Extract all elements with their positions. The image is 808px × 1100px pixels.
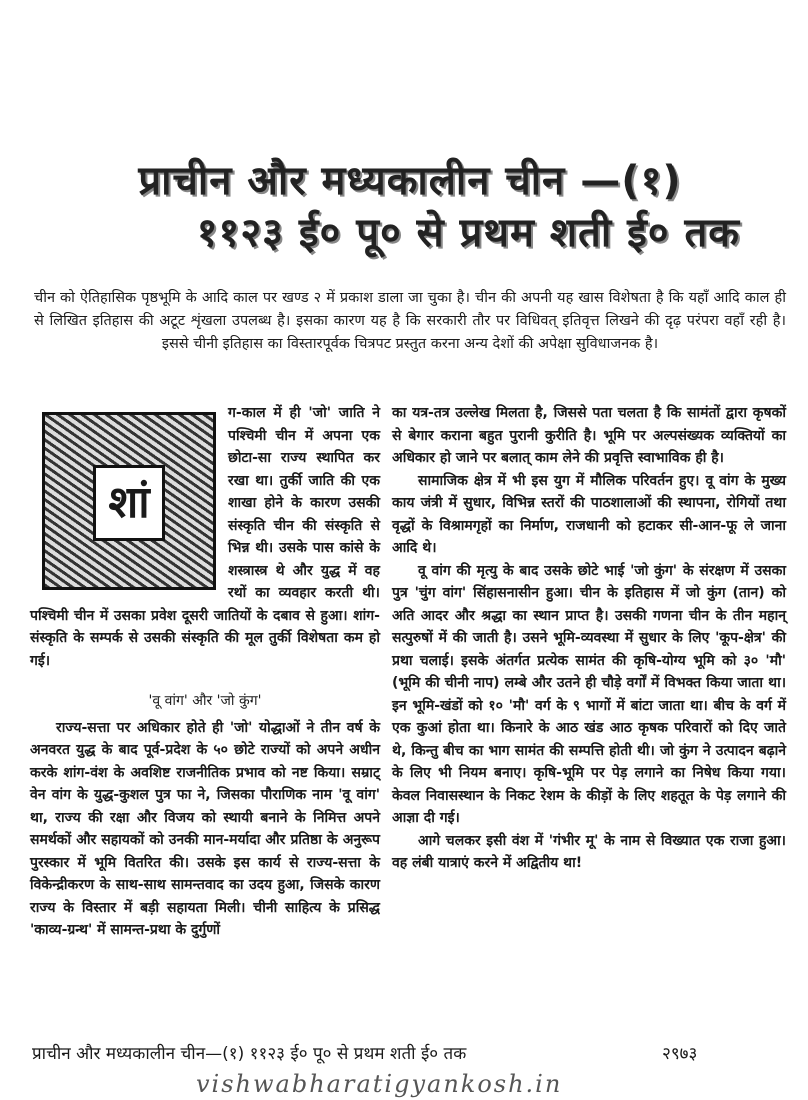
paragraph: राज्य-सत्ता पर अधिकार होते ही 'जो' योद्धाओं ने तीन वर्ष के अनवरत युद्ध के बाद पूर्व-प्रदेश के ५० छोटे राज्यों को अपने अधीन करके शांग-वंश के अवशिष्ट राजनीतिक प्रभाव को नष्ट किया। सम्राट् वेन वांग के युद्ध-कुशल पुत्र फा ने, जिसका पौराणिक नाम 'वू वांग' था, राज्य की रक्षा और विजय को स्थायी बनाने के निमित्त अपने समर्थकों और सहायकों को उनकी मान-मर्यादा और प्रतिष्ठा के अनुरूप पुरस्कार में भूमि वितरित की। उसके इस कार्य से राज्य-सत्ता के विकेन्द्रीकरण के साथ-साथ सामन्तवाद का उदय हुआ, जिसके कारण राज्य के विस्तार में बड़ी सहायता मिली। चीनी साहित्य के प्रसिद्ध 'काव्य-ग्रन्थ' में सामन्त-प्रथा के दुर्गुणों	[30, 719, 380, 938]
watermark: vishwabharatigyankosh.in	[196, 1070, 563, 1098]
running-footer: प्राचीन और मध्यकालीन चीन—(१) ११२३ ई० पू० से प्रथम शती ई० तक	[32, 1044, 467, 1064]
intro-paragraph: चीन को ऐतिहासिक पृष्ठभूमि के आदि काल पर खण्ड २ में प्रकाश डाला जा चुका है। चीन की अपनी यह खास विशेषता है कि यहाँ आदि काल ही से लिखित इतिहास की अटूट शृंखला उपलब्ध है। इसका कारण यह है कि सरकारी तौर पर विधिवत् इतिवृत्त लिखने की दृढ़ परंपरा वहाँ रही है। इससे चीनी इतिहास का विस्तारपूर्वक चित्रपट प्रस्तुत करना अन्य देशों की अपेक्षा सुविधाजनक है।	[34, 290, 786, 352]
paragraph: आगे चलकर इसी वंश में 'गंभीर मू' के नाम से विख्यात एक राजा हुआ। वह लंबी यात्राएं करने में अद्वितीय था!	[392, 832, 786, 871]
section-heading: 'वू वांग' और 'जो कुंग'	[148, 693, 262, 709]
paragraph: का यत्र-तत्र उल्लेख मिलता है, जिससे पता चलता है कि सामंतों द्वारा कृषकों से बेगार कराना बहुत पुरानी कुरीति है। भूमि पर अल्पसंख्यक व्यक्तियों का अधिकार हो जाने पर बलात् काम लेने की प्रवृत्ति स्वाभाविक ही है।	[392, 405, 786, 466]
chapter-subtitle: ११२३ ई० पू० से प्रथम शती ई० तक	[196, 210, 740, 256]
page-number: २९७३	[662, 1044, 698, 1064]
paragraph: सामाजिक क्षेत्र में भी इस युग में मौलिक परिवर्तन हुए। वू वांग के मुख्य काय जंत्री में सुधार, विभिन्न स्तरों की पाठशालाओं की स्थापना, रोगियों तथा वृद्धों के विश्रामगृहों का निर्माण, राजधानी को हटाकर सी-आन-फू ले जाना आदि थे।	[392, 472, 786, 556]
dropcap-illustration	[42, 412, 216, 590]
left-column	[30, 402, 380, 942]
dropcap-letter: शां	[93, 465, 165, 541]
paragraph: ग-काल में ही 'जो' जाति ने पश्चिमी चीन में अपना एक छोटा-सा राज्य स्थापित कर रखा था। तुर्की जाति की एक शाखा होने के कारण उसकी संस्कृति चीन की संस्कृति से भिन्न थी। उसके पास कांसे के शस्त्रास्त्र थे और युद्ध में वह रथों का व्यवहार करती थी। पश्चिमी चीन में उसका प्रवेश दूसरी जातियों के दबाव से हुआ। शांग-संस्कृति के सम्पर्क से उसकी संस्कृति की मूल तुर्की विशेषता कम हो गई।	[30, 405, 380, 669]
chapter-title: प्राचीन और मध्यकालीन चीन —(१)	[138, 158, 682, 204]
paragraph: वू वांग की मृत्यु के बाद उसके छोटे भाई 'जो कुंग' के संरक्षण में उसका पुत्र 'चुंग वांग' सिंहासनासीन हुआ। चीन के इतिहास में जो कुंग (तान) को अति आदर और श्रद्धा का स्थान प्राप्त है। उसकी गणना चीन के तीन महान् सत्पुरुषों में की जाती है। उसने भूमि-व्यवस्था में सुधार के लिए 'कूप-क्षेत्र' की प्रथा चलाई। इसके अंतर्गत प्रत्येक सामंत की कृषि-योग्य भूमि को ३० 'मौ' (भूमि की चीनी नाप) लम्बे और उतने ही चौड़े वर्गों में विभक्त किया जाता था। इन भूमि-खंडों को १० 'मौ' वर्ग के ९ भागों में बांटा जाता था। बीच के वर्ग में एक कुआं होता था। किनारे के आठ खंड आठ कृषक परिवारों को दिए जाते थे, किन्तु बीच का भाग सामंत की सम्पत्ति होती थी। जो कुंग ने उत्पादन बढ़ाने के लिए भी नियम बनाए। कृषि-भूमि पर पेड़ लगाने का निषेध किया गया। केवल निवासस्थान के निकट रेशम के कीड़ों के लिए शहतूत के पेड़ लगाने की आज्ञा दी गई।	[392, 562, 786, 826]
right-column	[392, 402, 786, 875]
